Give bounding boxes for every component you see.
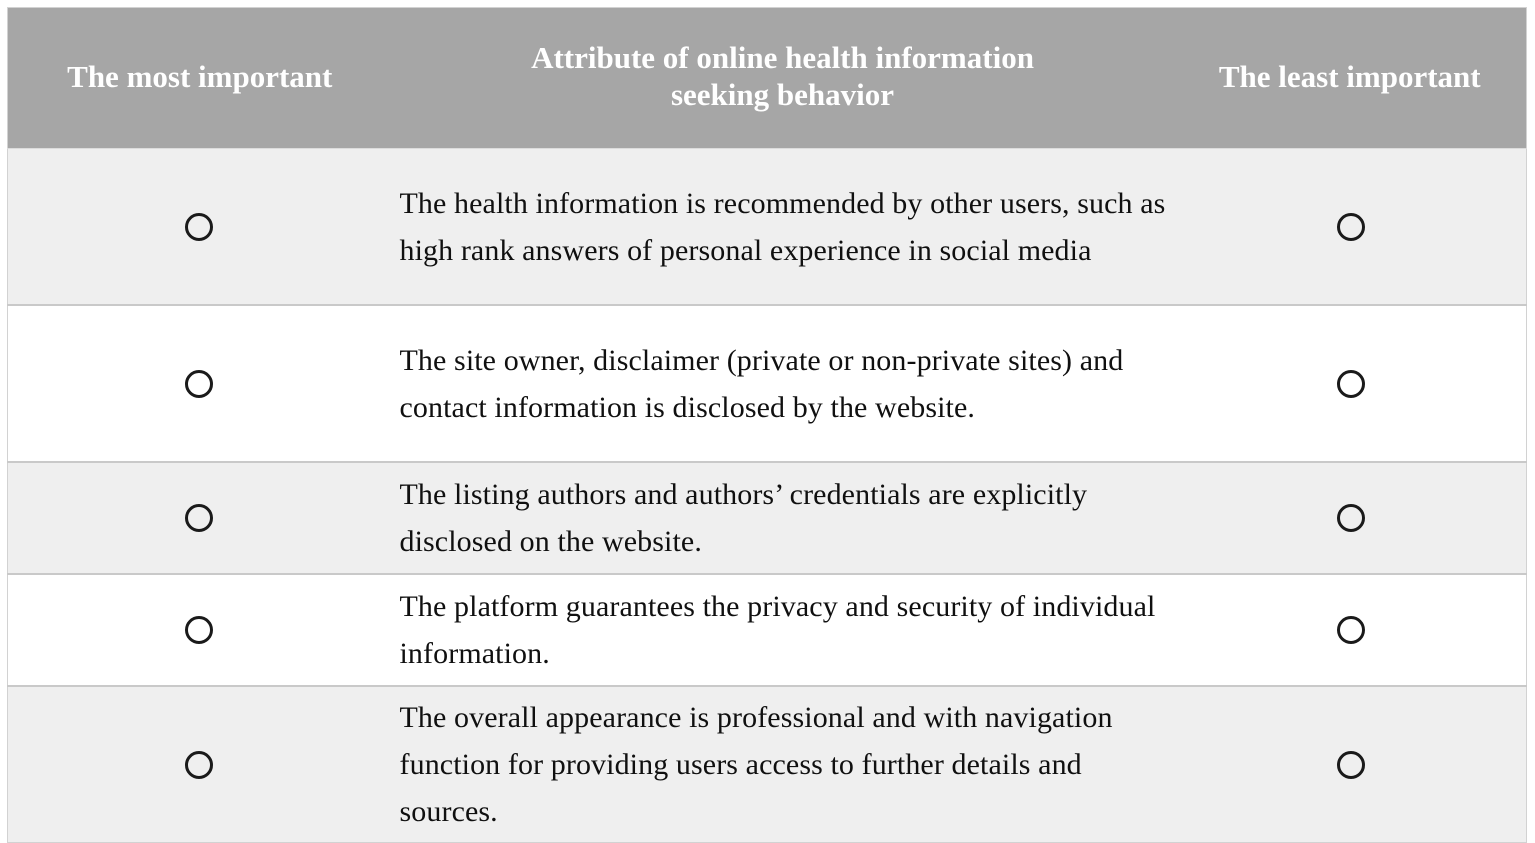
statement-text: The listing authors and authors’ credentials are explicitly disclosed on the website. (399, 478, 1088, 558)
radio-button-icon[interactable] (185, 751, 213, 779)
column-header-attribute-line1: Attribute of online health information (531, 40, 1034, 76)
most-important-radio-cell-3[interactable] (8, 462, 392, 574)
least-important-radio-cell-1[interactable] (1174, 149, 1527, 306)
radio-button-icon[interactable] (185, 504, 213, 532)
statement-text: The health information is recommended by other users, such as high rank answers of personal experience in social media (399, 186, 1166, 267)
radio-button-icon[interactable] (185, 616, 213, 644)
statement-cell-4 (392, 574, 1174, 686)
radio-button-icon[interactable] (185, 370, 213, 398)
most-important-radio-cell-5[interactable] (8, 686, 392, 843)
most-important-radio-cell-1[interactable] (8, 149, 392, 306)
column-header-attribute-line2: seeking behavior (670, 77, 895, 112)
radio-button-icon[interactable] (1337, 504, 1365, 532)
statement-cell-3 (392, 462, 1174, 574)
column-header-attribute (392, 8, 1174, 149)
radio-button-icon[interactable] (1337, 213, 1365, 241)
column-header-most-important: The most important (8, 8, 392, 149)
table-row (8, 149, 1527, 306)
statement-text: The site owner, disclaimer (private or non-private sites) and contact information is disclosed by the website. (399, 343, 1124, 424)
statement-cell-1 (392, 149, 1174, 306)
table-header (8, 8, 1527, 149)
radio-button-icon[interactable] (185, 213, 213, 241)
column-header-least-important: The least important (1174, 8, 1527, 149)
least-important-radio-cell-5[interactable] (1174, 686, 1527, 843)
table-body (8, 149, 1527, 843)
statement-text: The overall appearance is professional and with navigation function for providing users access to further details and sources. (399, 701, 1113, 828)
table-header-row (8, 8, 1527, 149)
table-row (8, 305, 1527, 462)
table-row (8, 686, 1527, 843)
statement-cell-2 (392, 305, 1174, 462)
least-important-radio-cell-4[interactable] (1174, 574, 1527, 686)
statement-cell-5 (392, 686, 1174, 843)
table-row (8, 574, 1527, 686)
least-important-radio-cell-2[interactable] (1174, 305, 1527, 462)
most-important-radio-cell-4[interactable] (8, 574, 392, 686)
statement-text: The platform guarantees the privacy and security of individual information. (399, 590, 1156, 670)
attribute-ranking-table (7, 7, 1527, 843)
radio-button-icon[interactable] (1337, 370, 1365, 398)
table-row (8, 462, 1527, 574)
radio-button-icon[interactable] (1337, 616, 1365, 644)
most-important-radio-cell-2[interactable] (8, 305, 392, 462)
radio-button-icon[interactable] (1337, 751, 1365, 779)
least-important-radio-cell-3[interactable] (1174, 462, 1527, 574)
